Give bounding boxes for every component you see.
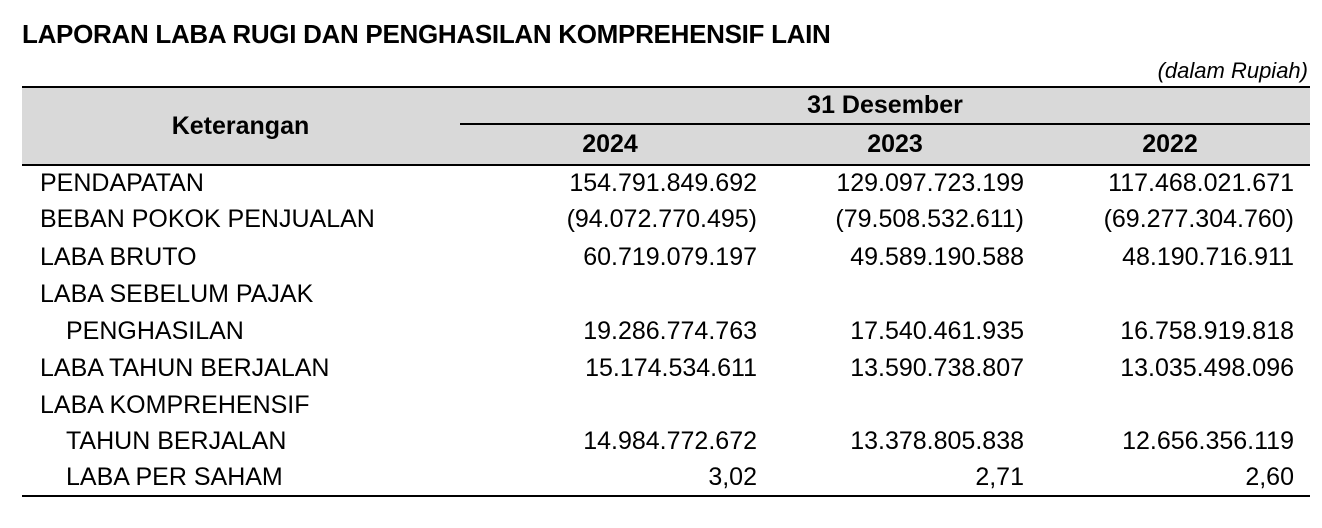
header-description: Keterangan: [171, 111, 310, 140]
table-row-beban-pokok: [0, 201, 1322, 237]
value-2024: 154.791.849.692: [569, 169, 757, 197]
value-2023: 129.097.723.199: [836, 169, 1024, 197]
header-divider: [460, 123, 1310, 125]
value-2024: 14.984.772.672: [583, 427, 757, 455]
value-2022: 13.035.498.096: [1120, 354, 1294, 382]
row-label: LABA KOMPREHENSIF: [40, 391, 310, 419]
value-2024: 19.286.774.763: [583, 317, 757, 345]
value-2022: 12.656.356.119: [1122, 427, 1294, 455]
row-label: BEBAN POKOK PENJUALAN: [40, 205, 375, 233]
table-row-pendapatan: [0, 165, 1322, 201]
row-label: LABA PER SAHAM: [66, 463, 283, 491]
unit-note: (dalam Rupiah): [1157, 58, 1308, 83]
table-row-penghasilan: [0, 313, 1322, 349]
value-2024: (94.072.770.495): [566, 205, 757, 233]
table-row-tahun-berjalan: [0, 423, 1322, 459]
table-row-laba-tahun-berjalan: [0, 350, 1322, 386]
header-year-2023: 2023: [867, 130, 923, 158]
table-row-laba-sebelum-pajak-heading: [0, 276, 1322, 312]
row-label: LABA TAHUN BERJALAN: [40, 354, 330, 382]
value-2022: 48.190.716.911: [1122, 243, 1294, 271]
value-2023: 49.589.190.588: [850, 243, 1024, 271]
value-2022: 2,60: [1245, 463, 1294, 491]
header-year-2022: 2022: [1142, 130, 1198, 158]
row-label: LABA BRUTO: [40, 243, 197, 271]
value-2022: (69.277.304.760): [1103, 205, 1294, 233]
value-2023: 13.590.738.807: [850, 354, 1024, 382]
table-bottom-rule: [22, 495, 1310, 497]
table-row-laba-komprehensif-heading: [0, 387, 1322, 423]
row-label: PENDAPATAN: [40, 169, 204, 197]
value-2024: 3,02: [708, 463, 757, 491]
report-title: LAPORAN LABA RUGI DAN PENGHASILAN KOMPREHENSIF LAIN: [22, 19, 831, 49]
value-2022: 117.468.021.671: [1108, 169, 1294, 197]
table-row-laba-per-saham: [0, 459, 1322, 495]
value-2024: 15.174.534.611: [585, 354, 757, 382]
value-2022: 16.758.919.818: [1120, 317, 1294, 345]
row-label: LABA SEBELUM PAJAK: [40, 280, 314, 308]
value-2023: 17.540.461.935: [850, 317, 1024, 345]
value-2023: 2,71: [975, 463, 1024, 491]
row-label: TAHUN BERJALAN: [66, 427, 287, 455]
value-2023: 13.378.805.838: [850, 427, 1024, 455]
value-2024: 60.719.079.197: [583, 243, 757, 271]
table-row-laba-bruto: [0, 239, 1322, 275]
row-label: PENGHASILAN: [66, 317, 244, 345]
header-date-group: 31 Desember: [807, 91, 963, 119]
value-2023: (79.508.532.611): [835, 205, 1024, 233]
header-year-2024: 2024: [582, 130, 638, 158]
